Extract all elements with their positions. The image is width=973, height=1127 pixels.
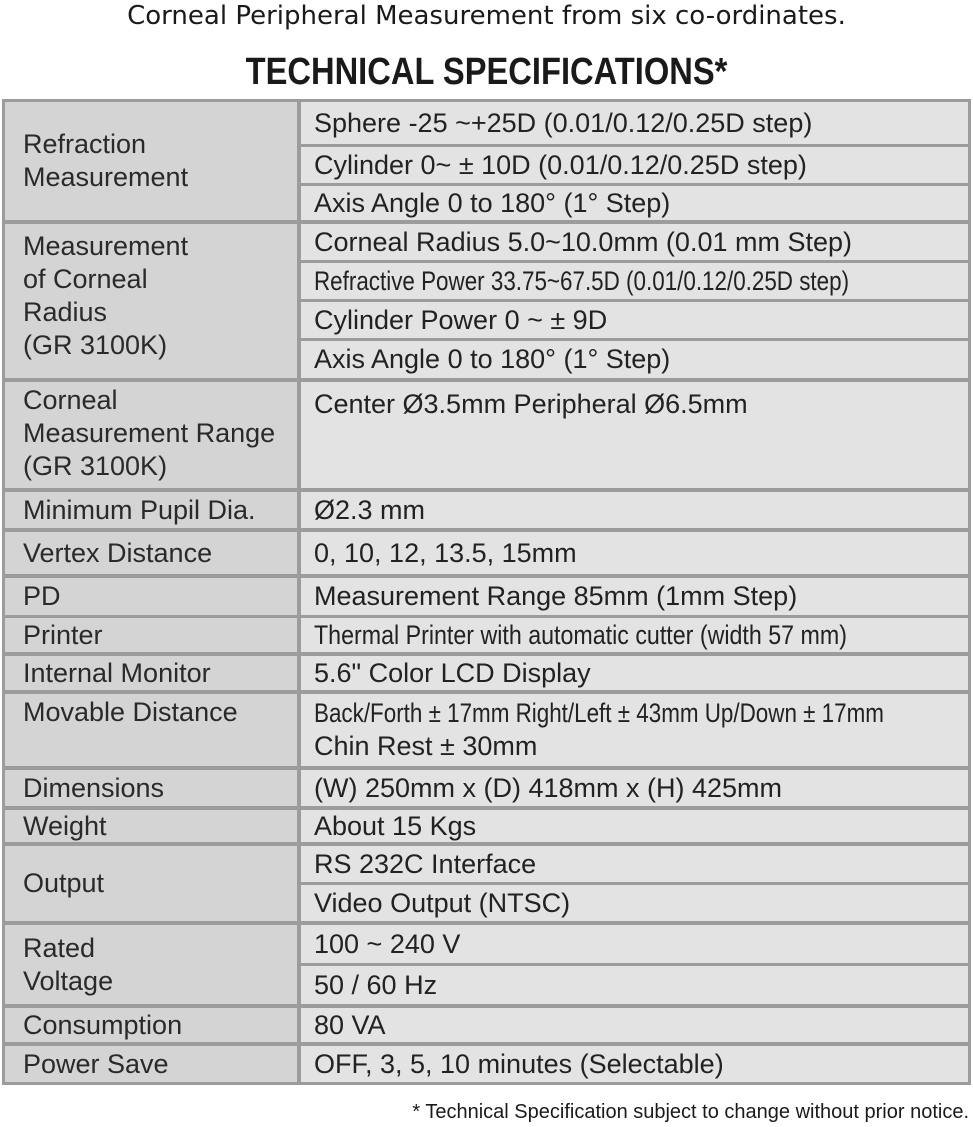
spec-value: Measurement Range 85mm (1mm Step) — [301, 578, 968, 615]
page-title: TECHNICAL SPECIFICATIONS* — [245, 51, 728, 93]
spec-label-text: Corneal Measurement Range (GR 3100K) — [23, 385, 276, 481]
spec-row-printer — [5, 618, 968, 652]
spec-label — [5, 492, 297, 528]
spec-label — [5, 656, 297, 690]
spec-value-text: Chin Rest ± 30mm — [314, 731, 538, 761]
spec-label-text: Consumption — [23, 1009, 183, 1040]
spec-label — [5, 846, 297, 921]
spec-label-text: Weight — [23, 810, 107, 841]
spec-label-text: Output — [23, 868, 105, 898]
spec-label-text: Power Save — [23, 1048, 169, 1079]
spec-value-text: Thermal Printer with automatic cutter (width 57 mm) — [314, 619, 847, 650]
spec-label-text: Printer — [23, 619, 103, 650]
spec-value: RS 232C Interface — [301, 846, 968, 882]
spec-row-pupil — [5, 492, 968, 528]
spec-value — [301, 694, 968, 766]
spec-label-text: Internal Monitor — [23, 657, 211, 688]
spec-row-dimensions — [5, 770, 968, 806]
spec-value — [301, 263, 968, 299]
spec-row-consumption — [5, 1008, 968, 1042]
spec-label — [5, 102, 297, 220]
spec-label-text: Vertex Distance — [23, 537, 213, 568]
spec-value: Sphere -25 ~+25D (0.01/0.12/0.25D step) — [301, 102, 968, 144]
spec-label-text: Minimum Pupil Dia. — [23, 494, 256, 525]
spec-row-pd — [5, 578, 968, 615]
intro-line: Corneal Peripheral Measurement from six co-ordinates. — [127, 1, 846, 31]
spec-value: 100 ~ 240 V — [301, 925, 968, 963]
spec-label — [5, 1046, 297, 1082]
spec-label — [5, 532, 297, 574]
spec-value-text: Back/Forth ± 17mm Right/Left ± 43mm Up/Down ± 17mm — [314, 698, 884, 728]
footnote: * Technical Specification subject to change without prior notice. — [412, 1101, 969, 1123]
spec-value: 0, 10, 12, 13.5, 15mm — [301, 532, 968, 574]
spec-label-text: PD — [23, 581, 61, 611]
spec-value: 50 / 60 Hz — [301, 966, 968, 1004]
spec-label-text: Refraction Measurement — [23, 129, 189, 192]
spec-label — [5, 1008, 297, 1042]
spec-value: 80 VA — [301, 1008, 968, 1042]
spec-value: 5.6" Color LCD Display — [301, 656, 968, 690]
spec-row-voltage — [5, 925, 968, 1004]
spec-row-corneal-range — [5, 382, 968, 488]
spec-value: Ø2.3 mm — [301, 492, 968, 528]
spec-value: About 15 Kgs — [301, 810, 968, 842]
spec-row-vertex — [5, 532, 968, 574]
spec-label — [5, 618, 297, 652]
spec-value: Video Output (NTSC) — [301, 885, 968, 921]
spec-label-text: Measurement of Corneal Radius (GR 3100K) — [23, 231, 189, 360]
spec-row-monitor — [5, 656, 968, 690]
spec-label — [5, 925, 297, 1004]
spec-label — [5, 770, 297, 806]
spec-row-output — [5, 846, 968, 921]
spec-row-corneal-radius — [5, 224, 968, 378]
spec-label — [5, 578, 297, 615]
spec-value: OFF, 3, 5, 10 minutes (Selectable) — [301, 1046, 968, 1082]
spec-value: (W) 250mm x (D) 418mm x (H) 425mm — [301, 770, 968, 806]
spec-label — [5, 810, 297, 842]
spec-label — [5, 382, 297, 488]
spec-label-text: Movable Distance — [23, 697, 238, 727]
spec-label-text: Dimensions — [23, 772, 165, 803]
spec-table — [2, 99, 971, 1085]
spec-value: Cylinder 0~ ± 10D (0.01/0.12/0.25D step) — [301, 147, 968, 183]
spec-row-weight — [5, 810, 968, 842]
spec-value: Center Ø3.5mm Peripheral Ø6.5mm — [301, 382, 968, 488]
spec-label-text: Rated Voltage — [23, 932, 114, 996]
spec-label — [5, 224, 297, 378]
spec-value: Axis Angle 0 to 180° (1° Step) — [301, 341, 968, 378]
spec-value-text: Refractive Power 33.75~67.5D (0.01/0.12/0.25D step) — [314, 265, 850, 296]
spec-value — [301, 618, 968, 652]
spec-row-power-save — [5, 1046, 968, 1082]
spec-row-movable — [5, 694, 968, 766]
spec-value: Cylinder Power 0 ~ ± 9D — [301, 302, 968, 338]
spec-value: Corneal Radius 5.0~10.0mm (0.01 mm Step) — [301, 224, 968, 260]
spec-label — [5, 694, 297, 766]
spec-row-refraction — [5, 102, 968, 220]
spec-value: Axis Angle 0 to 180° (1° Step) — [301, 186, 968, 220]
